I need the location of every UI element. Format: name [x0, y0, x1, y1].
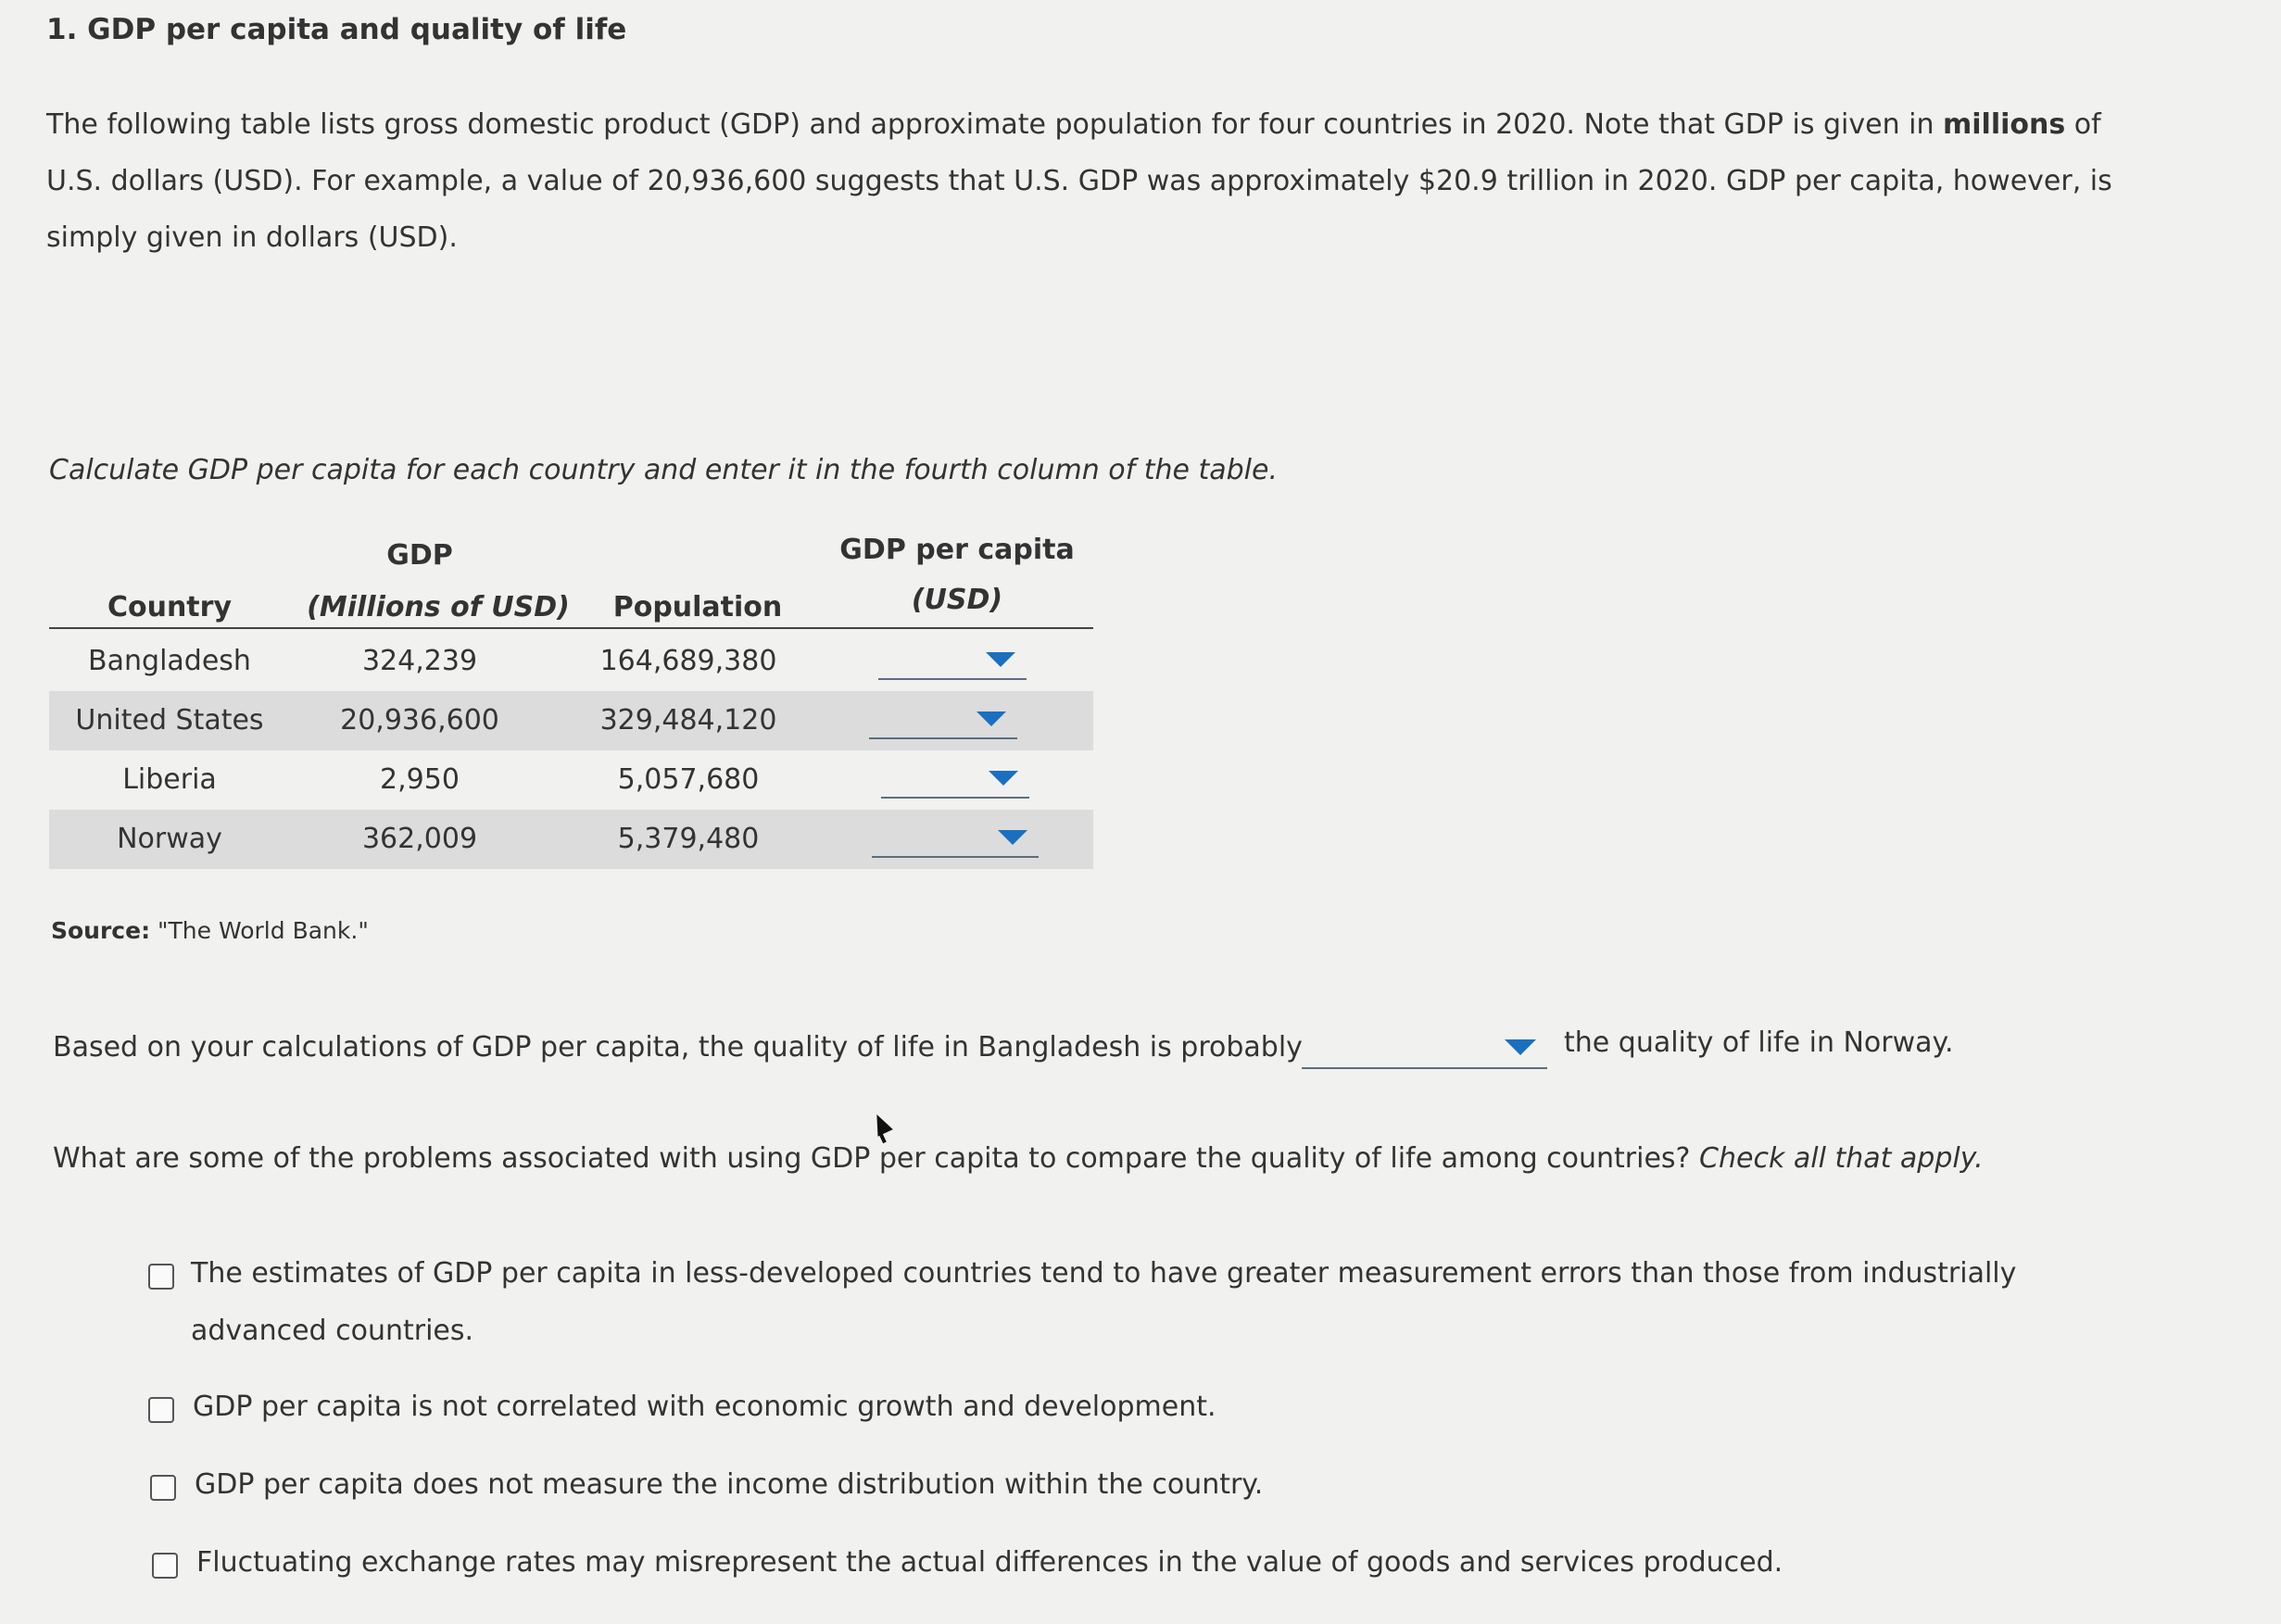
- per-capita-dropdown[interactable]: [881, 758, 1029, 799]
- cell-population: 164,689,380: [599, 645, 777, 677]
- header-per-capita-line1: GDP per capita: [839, 534, 1075, 566]
- checkbox[interactable]: [148, 1397, 174, 1423]
- dropdown-arrow-icon: [998, 830, 1027, 845]
- header-per-capita-line2: (USD): [911, 584, 1003, 616]
- problems-question-hint: Check all that apply.: [1699, 1142, 1984, 1175]
- header-country: Country: [107, 591, 233, 623]
- intro-paragraph: [46, 96, 2122, 266]
- intro-text-2: of U.S. dollars (USD). For example, a value of 20,936,600 suggests that U.S. GDP was approximately $20.9 trillion in 2020. GDP per capita, however, is simply given in dollars (USD).: [46, 108, 2112, 254]
- problems-question-text: What are some of the problems associated with using GDP per capita to compare the quality of life among countries?: [53, 1142, 1700, 1175]
- dropdown-arrow-icon: [989, 771, 1018, 786]
- dropdown-arrow-icon: [1505, 1039, 1536, 1055]
- cell-population: 329,484,120: [599, 704, 777, 736]
- checkbox[interactable]: [148, 1264, 174, 1290]
- cell-population: 5,057,680: [617, 763, 760, 796]
- table-row: [49, 810, 1093, 869]
- question-title: 1. GDP per capita and quality of life: [46, 13, 627, 46]
- option-label: GDP per capita is not correlated with economic growth and development.: [193, 1391, 1216, 1423]
- option-income-distribution[interactable]: [150, 1456, 1263, 1514]
- header-gdp-line1: GDP: [386, 539, 453, 572]
- cell-gdp: 362,009: [361, 823, 478, 855]
- table-row: [49, 691, 1093, 750]
- header-divider: [49, 627, 1093, 629]
- instruction-text: Calculate GDP per capita for each country and enter it in the fourth column of the table.: [49, 454, 1278, 486]
- cell-gdp: 20,936,600: [340, 704, 499, 736]
- option-label-continued: advanced countries.: [191, 1315, 474, 1347]
- table-row: [49, 750, 1093, 810]
- option-measurement-errors[interactable]: [148, 1245, 2016, 1360]
- table-source: [51, 917, 369, 944]
- comparison-text-before: Based on your calculations of GDP per capita, the quality of life in Bangladesh is probably: [53, 1031, 1303, 1064]
- option-label: GDP per capita does not measure the income distribution within the country.: [195, 1468, 1264, 1501]
- comparison-text-after: the quality of life in Norway.: [1564, 1026, 1954, 1059]
- source-label: Source:: [51, 917, 151, 944]
- checkbox[interactable]: [152, 1553, 178, 1579]
- cell-gdp: 2,950: [380, 763, 460, 796]
- per-capita-dropdown[interactable]: [872, 817, 1039, 858]
- dropdown-arrow-icon: [977, 711, 1006, 726]
- cell-country: Liberia: [122, 763, 217, 796]
- problems-question: [53, 1142, 1984, 1175]
- per-capita-dropdown[interactable]: [869, 699, 1017, 739]
- per-capita-dropdown[interactable]: [878, 639, 1027, 680]
- checkbox[interactable]: [150, 1475, 176, 1501]
- gdp-table: [49, 528, 1093, 889]
- header-population: Population: [612, 591, 783, 623]
- source-text: "The World Bank.": [150, 917, 369, 944]
- option-not-correlated[interactable]: [148, 1379, 1216, 1436]
- dropdown-arrow-icon: [986, 652, 1015, 667]
- option-label: Fluctuating exchange rates may misrepresent the actual differences in the value of goods and services produced.: [196, 1546, 1783, 1579]
- comparison-dropdown[interactable]: [1302, 1026, 1547, 1069]
- cell-population: 5,379,480: [617, 823, 760, 855]
- cell-country: Norway: [117, 823, 222, 855]
- option-label: The estimates of GDP per capita in less-developed countries tend to have greater measurement errors than those from industrially: [191, 1257, 2017, 1290]
- intro-text-1: The following table lists gross domestic product (GDP) and approximate population for four countries in 2020. Note that GDP is given in: [46, 108, 1944, 141]
- table-row: [49, 632, 1093, 691]
- intro-bold: millions: [1943, 108, 2066, 141]
- cell-country: United States: [75, 704, 264, 736]
- header-gdp-line2: (Millions of USD): [307, 591, 570, 623]
- option-exchange-rates[interactable]: [152, 1534, 1783, 1592]
- cell-gdp: 324,239: [361, 645, 478, 677]
- cell-country: Bangladesh: [88, 645, 251, 677]
